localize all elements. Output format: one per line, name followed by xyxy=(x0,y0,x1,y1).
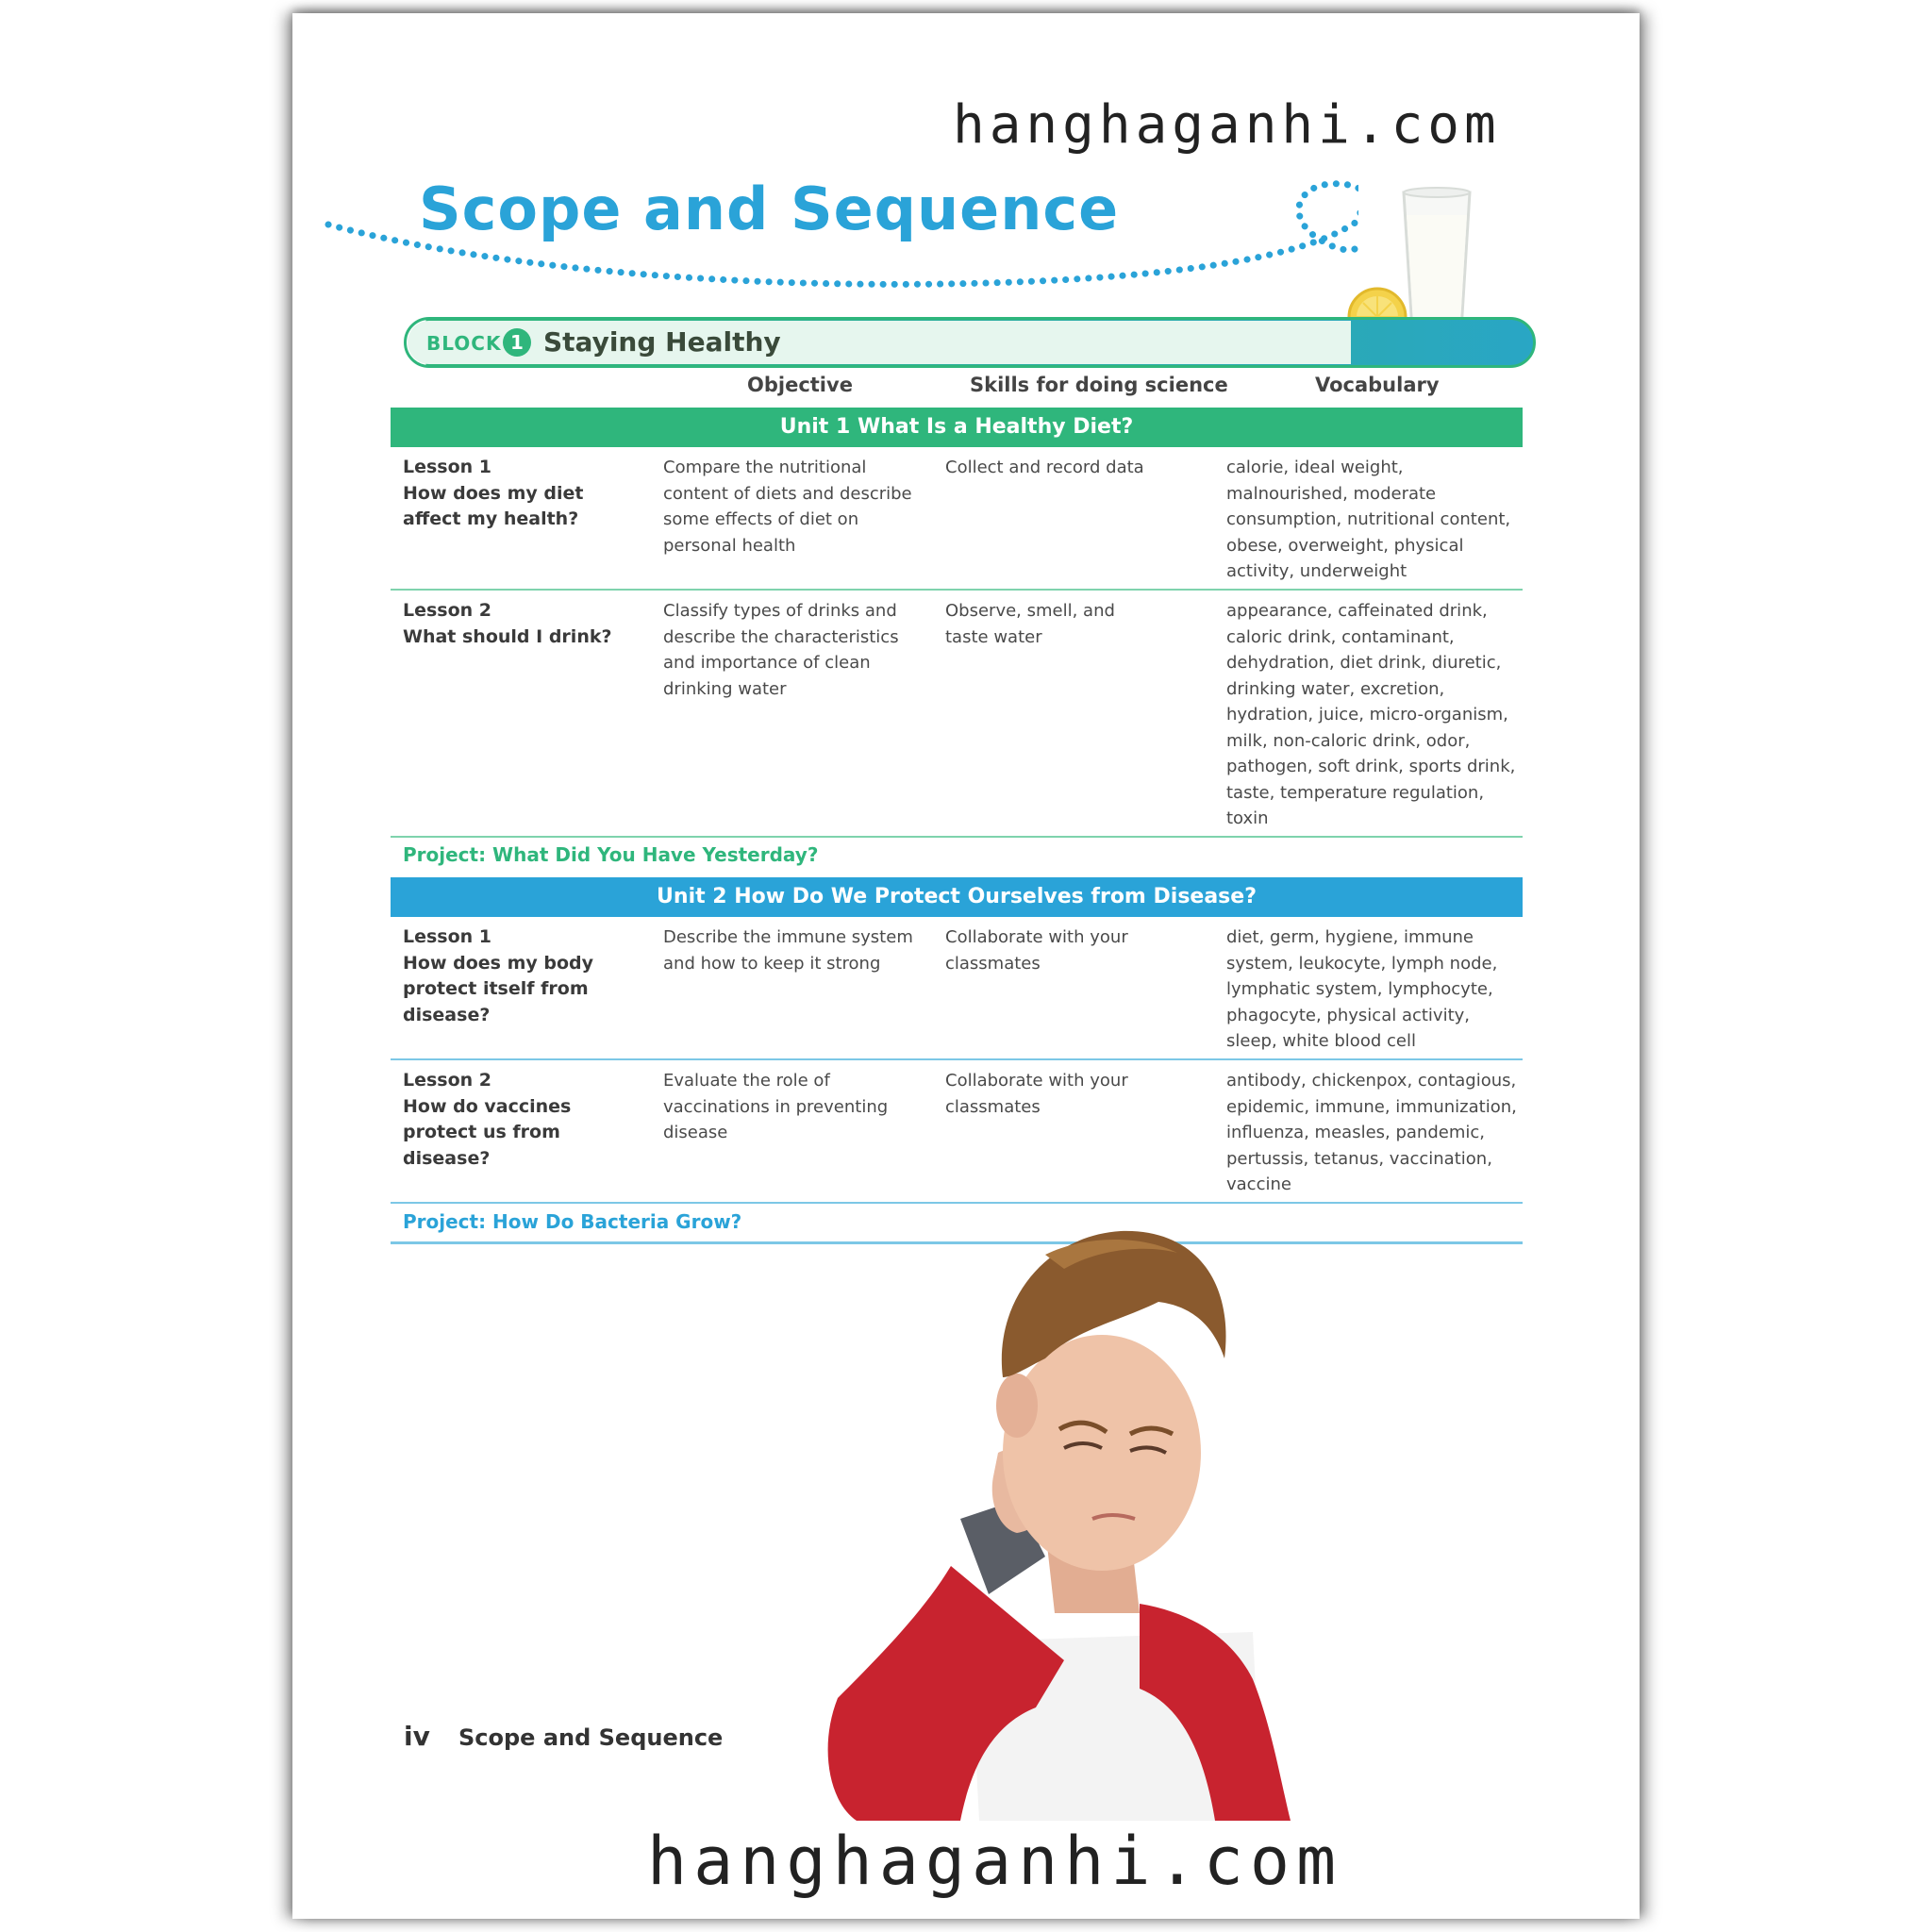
unit-1-lesson-1-title xyxy=(403,455,629,533)
unit-2-lesson-2-skills: Collaborate with your classmates xyxy=(945,1071,1128,1117)
watermark-bottom: hanghaganhi.com xyxy=(647,1823,1343,1900)
lesson-number: Lesson 1 xyxy=(403,926,492,947)
column-header-skills: Skills for doing science xyxy=(970,374,1228,396)
footer-page-number: iv xyxy=(404,1721,430,1752)
lesson-question: How does my body protect itself from disease? xyxy=(403,952,594,1025)
unit-2-project: Project: How Do Bacteria Grow? xyxy=(403,1210,742,1233)
unit-1-lesson-1-skills: Collect and record data xyxy=(945,458,1144,477)
unit-2-lesson-1-vocabulary: diet, germ, hygiene, immune system, leukocyte, lymph node, lymphatic system, lymphocyte, phagocyte, physical activity, sleep, white blood cell xyxy=(1226,927,1498,1051)
lesson-question: How do vaccines protect us from disease? xyxy=(403,1095,572,1169)
row-divider xyxy=(391,1202,1523,1204)
unit-1-lesson-2-skills: Observe, smell, and taste water xyxy=(945,601,1115,647)
unit-2-header: Unit 2 How Do We Protect Ourselves from Disease? xyxy=(391,877,1523,917)
footer-title: Scope and Sequence xyxy=(458,1724,724,1751)
unit-2-lesson-2-objective: Evaluate the role of vaccinations in preventing disease xyxy=(663,1071,889,1142)
row-divider xyxy=(391,589,1523,591)
page-title: Scope and Sequence xyxy=(419,175,1120,243)
unit-1-lesson-1-objective: Compare the nutritional content of diets and describe some effects of diet on personal health xyxy=(663,458,912,556)
unit-2-lesson-2-vocabulary: antibody, chickenpox, contagious, epidemic, immune, immunization, influenza, measles, pandemic, pertussis, tetanus, vaccination, vaccine xyxy=(1226,1071,1517,1194)
row-divider xyxy=(391,1058,1523,1060)
unit-1-lesson-1-vocabulary: calorie, ideal weight, malnourished, moderate consumption, nutritional content, obese, overweight, physical activity, underweight xyxy=(1226,458,1511,581)
lesson-number: Lesson 2 xyxy=(403,600,492,621)
sick-boy-photo xyxy=(819,1217,1366,1821)
unit-1-lesson-2-title xyxy=(403,598,629,650)
block-number-badge: 1 xyxy=(503,328,531,357)
block-title: Staying Healthy xyxy=(543,326,781,358)
column-header-objective: Objective xyxy=(747,374,853,396)
unit-2-lesson-1-title xyxy=(403,924,629,1028)
column-header-vocabulary: Vocabulary xyxy=(1315,374,1440,396)
unit-1-header: Unit 1 What Is a Healthy Diet? xyxy=(391,408,1523,447)
watermark-top: hanghaganhi.com xyxy=(953,94,1501,156)
row-divider xyxy=(391,836,1523,838)
unit-1-project: Project: What Did You Have Yesterday? xyxy=(403,843,819,866)
lesson-question: What should I drink? xyxy=(403,625,612,647)
lesson-number: Lesson 1 xyxy=(403,457,492,477)
block-label: BLOCK xyxy=(426,332,502,355)
lesson-question: How does my diet affect my health? xyxy=(403,482,584,529)
lesson-number: Lesson 2 xyxy=(403,1070,492,1091)
unit-1-lesson-2-objective: Classify types of drinks and describe the characteristics and importance of clean drinking water xyxy=(663,601,899,699)
unit-2-lesson-1-objective: Describe the immune system and how to keep it strong xyxy=(663,927,913,974)
unit-2-lesson-2-title xyxy=(403,1068,629,1172)
unit-1-lesson-2-vocabulary: appearance, caffeinated drink, caloric drink, contaminant, dehydration, diet drink, diuretic, drinking water, excretion, hydration, juice, micro-organism, milk, non-caloric drink, odor, pathogen, soft drink, sports drink, taste, temperature regulation, toxin xyxy=(1226,601,1516,828)
unit-2-lesson-1-skills: Collaborate with your classmates xyxy=(945,927,1128,974)
